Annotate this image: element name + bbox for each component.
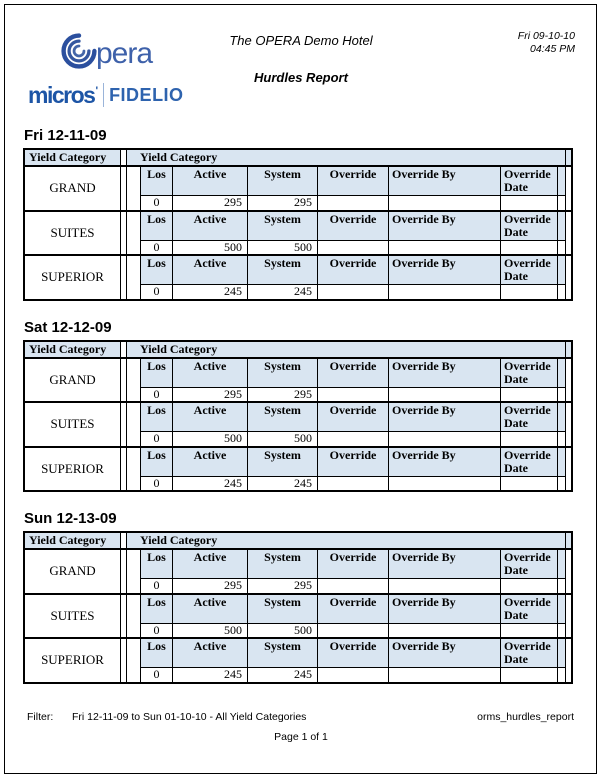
category-block	[25, 548, 571, 593]
detail-table	[140, 167, 566, 210]
system-value: 500	[248, 432, 318, 446]
category-detail	[126, 595, 571, 638]
column-header-active: Active	[173, 550, 248, 579]
column-header-los: Los	[141, 595, 173, 624]
los-value: 0	[141, 623, 173, 637]
category-name: SUPERIOR	[25, 639, 121, 682]
detail-table	[140, 550, 566, 593]
category-block	[25, 210, 571, 255]
column-header-override-by: Override By	[389, 550, 501, 579]
category-detail	[126, 359, 571, 402]
hurdles-table	[23, 531, 573, 684]
column-header-system: System	[248, 256, 318, 285]
detail-header-row	[141, 359, 566, 388]
override-by-value	[389, 240, 501, 254]
detail-header-row	[141, 550, 566, 579]
override-value	[318, 285, 389, 299]
spacer-cell	[558, 550, 566, 579]
category-block	[25, 637, 571, 682]
column-header-los: Los	[141, 167, 173, 196]
column-header-los: Los	[141, 212, 173, 241]
override-by-value	[389, 432, 501, 446]
category-name: SUPERIOR	[25, 256, 121, 299]
column-header-override-date: Override Date	[501, 403, 558, 432]
day-section	[23, 510, 573, 684]
active-value: 245	[173, 476, 248, 490]
override-value	[318, 240, 389, 254]
column-header-override-date: Override Date	[501, 359, 558, 388]
spacer-cell	[558, 432, 566, 446]
override-value	[318, 623, 389, 637]
system-value: 500	[248, 240, 318, 254]
detail-data-row	[141, 240, 566, 254]
column-header-active: Active	[173, 212, 248, 241]
spacer-cell	[558, 595, 566, 624]
category-name: GRAND	[25, 550, 121, 593]
override-value	[318, 432, 389, 446]
column-header-override-date: Override Date	[501, 448, 558, 477]
column-header-system: System	[248, 403, 318, 432]
column-header-active: Active	[173, 448, 248, 477]
detail-header-row	[141, 256, 566, 285]
spacer-cell	[565, 150, 571, 165]
active-value: 295	[173, 196, 248, 210]
spacer-cell	[558, 167, 566, 196]
category-detail	[126, 256, 571, 299]
print-datetime	[518, 30, 575, 56]
hotel-name: The OPERA Demo Hotel	[229, 33, 373, 48]
hurdles-table	[23, 148, 573, 301]
opera-logo-text: pera	[96, 36, 153, 70]
override-by-value	[389, 387, 501, 401]
active-value: 295	[173, 387, 248, 401]
detail-table	[140, 403, 566, 446]
column-header-label: Yield Category	[140, 150, 218, 164]
los-value: 0	[141, 579, 173, 593]
column-header-override: Override	[318, 550, 389, 579]
column-header-los: Los	[141, 448, 173, 477]
system-value: 295	[248, 196, 318, 210]
override-value	[318, 196, 389, 210]
detail-table	[140, 256, 566, 299]
print-date: Fri 09-10-10	[517, 30, 575, 42]
column-header-los: Los	[141, 403, 173, 432]
category-block	[25, 593, 571, 638]
column-header-override: Override	[318, 639, 389, 668]
column-header-active: Active	[173, 595, 248, 624]
column-header-system: System	[248, 359, 318, 388]
spacer-cell	[558, 256, 566, 285]
system-value: 295	[248, 387, 318, 401]
category-block	[25, 401, 571, 446]
day-heading: Sun 12-13-09	[24, 510, 117, 527]
category-block	[25, 446, 571, 491]
spacer-cell	[558, 623, 566, 637]
column-header-override-by: Override By	[389, 639, 501, 668]
column-header-active: Active	[173, 359, 248, 388]
category-detail	[126, 639, 571, 682]
day-heading: Fri 12-11-09	[24, 127, 107, 144]
day-section	[23, 319, 573, 493]
spacer-cell	[558, 285, 566, 299]
logo-divider	[103, 83, 104, 107]
detail-header-row	[141, 639, 566, 668]
detail-data-row	[141, 623, 566, 637]
column-header-label: Yield Category	[140, 533, 218, 547]
column-header-yield-category: Yield Category	[25, 150, 121, 165]
column-header-override-by: Override By	[389, 256, 501, 285]
los-value: 0	[141, 240, 173, 254]
column-header-los: Los	[141, 359, 173, 388]
print-time: 04:45 PM	[530, 43, 575, 55]
active-value: 500	[173, 240, 248, 254]
column-header-override-date: Override Date	[501, 256, 558, 285]
column-header-override-by: Override By	[389, 448, 501, 477]
los-value: 0	[141, 432, 173, 446]
override-date-value	[501, 476, 558, 490]
column-header-override: Override	[318, 595, 389, 624]
los-value: 0	[141, 196, 173, 210]
category-block	[25, 357, 571, 402]
override-by-value	[389, 623, 501, 637]
column-header-override-by: Override By	[389, 167, 501, 196]
column-header-los: Los	[141, 550, 173, 579]
override-by-value	[389, 579, 501, 593]
detail-table	[140, 359, 566, 402]
column-header-active: Active	[173, 167, 248, 196]
los-value: 0	[141, 668, 173, 682]
category-name: SUPERIOR	[25, 448, 121, 491]
detail-data-row	[141, 196, 566, 210]
detail-table	[140, 212, 566, 255]
page-number: Page 1 of 1	[274, 731, 328, 743]
spacer-cell	[558, 387, 566, 401]
column-header-active: Active	[173, 256, 248, 285]
detail-data-row	[141, 432, 566, 446]
spacer-cell	[558, 359, 566, 388]
column-header-los: Los	[141, 256, 173, 285]
spacer-cell	[558, 212, 566, 241]
detail-header-row	[141, 212, 566, 241]
spacer-cell	[558, 448, 566, 477]
override-value	[318, 579, 389, 593]
column-header-system: System	[248, 167, 318, 196]
active-value: 500	[173, 623, 248, 637]
detail-header-row	[141, 595, 566, 624]
report-id: orms_hurdles_report	[477, 711, 574, 723]
table-header-band	[25, 342, 571, 357]
report-body	[23, 127, 573, 684]
column-header-yield-category: Yield Category	[25, 533, 121, 548]
fidelio-logo-text: FIDELIO	[109, 85, 184, 105]
system-value: 500	[248, 623, 318, 637]
override-value	[318, 668, 389, 682]
micros-logo-text: micros	[28, 82, 95, 108]
override-date-value	[501, 387, 558, 401]
override-by-value	[389, 285, 501, 299]
los-value: 0	[141, 285, 173, 299]
filter-label: Filter:	[27, 711, 54, 723]
column-header-override-by: Override By	[389, 212, 501, 241]
column-header-system: System	[248, 639, 318, 668]
override-value	[318, 476, 389, 490]
column-header-system: System	[248, 550, 318, 579]
override-by-value	[389, 476, 501, 490]
system-value: 245	[248, 285, 318, 299]
spacer-cell	[558, 240, 566, 254]
spacer-cell	[565, 533, 571, 548]
day-section	[23, 127, 573, 301]
hurdles-table	[23, 340, 573, 493]
column-header-override-by: Override By	[389, 403, 501, 432]
spacer-cell	[558, 196, 566, 210]
column-header-label: Yield Category	[140, 341, 218, 356]
column-header-override: Override	[318, 448, 389, 477]
detail-table	[140, 639, 566, 682]
category-detail	[126, 403, 571, 446]
table-header-band	[25, 150, 571, 165]
column-header-override: Override	[318, 359, 389, 388]
column-header-override: Override	[318, 167, 389, 196]
category-detail	[126, 212, 571, 255]
override-date-value	[501, 432, 558, 446]
category-detail	[126, 167, 571, 210]
report-title: Hurdles Report	[254, 70, 348, 85]
column-header-active: Active	[173, 639, 248, 668]
column-header-override: Override	[318, 256, 389, 285]
detail-data-row	[141, 668, 566, 682]
micros-fidelio-logo	[28, 83, 184, 107]
column-header-override-date: Override Date	[501, 595, 558, 624]
spacer-cell	[565, 342, 571, 357]
filter-value: Fri 12-11-09 to Sun 01-10-10 - All Yield Categories	[72, 711, 307, 723]
column-header-override-date: Override Date	[501, 639, 558, 668]
day-heading: Sat 12-12-09	[24, 318, 112, 336]
detail-data-row	[141, 476, 566, 490]
detail-table	[140, 595, 566, 638]
detail-header-row	[141, 448, 566, 477]
detail-data-row	[141, 387, 566, 401]
active-value: 500	[173, 432, 248, 446]
active-value: 245	[173, 285, 248, 299]
column-header-system: System	[248, 595, 318, 624]
override-value	[318, 387, 389, 401]
column-header-override-by: Override By	[389, 595, 501, 624]
column-header-override: Override	[318, 403, 389, 432]
column-header-active: Active	[173, 403, 248, 432]
spacer-cell	[558, 668, 566, 682]
category-name: GRAND	[25, 359, 121, 402]
detail-data-row	[141, 285, 566, 299]
category-name: SUITES	[25, 212, 121, 255]
active-value: 295	[173, 579, 248, 593]
system-value: 245	[248, 668, 318, 682]
spacer-cell	[558, 476, 566, 490]
spacer-cell	[558, 579, 566, 593]
active-value: 245	[173, 668, 248, 682]
category-name: GRAND	[25, 167, 121, 210]
column-header-override-date: Override Date	[501, 212, 558, 241]
system-value: 245	[248, 476, 318, 490]
category-detail	[126, 448, 571, 491]
column-header-yield-category-right	[126, 342, 571, 357]
detail-table	[140, 448, 566, 491]
los-value: 0	[141, 387, 173, 401]
override-by-value	[389, 668, 501, 682]
column-header-yield-category-right	[126, 150, 571, 165]
los-value: 0	[141, 476, 173, 490]
category-detail	[126, 550, 571, 593]
category-name: SUITES	[25, 403, 121, 446]
override-date-value	[501, 196, 558, 210]
override-date-value	[501, 623, 558, 637]
override-date-value	[501, 668, 558, 682]
system-value: 295	[248, 579, 318, 593]
column-header-override-by: Override By	[389, 359, 501, 388]
category-name: SUITES	[25, 595, 121, 638]
override-date-value	[501, 579, 558, 593]
column-header-override-date: Override Date	[501, 550, 558, 579]
column-header-override: Override	[318, 212, 389, 241]
detail-header-row	[141, 167, 566, 196]
override-date-value	[501, 285, 558, 299]
column-header-yield-category: Yield Category	[25, 342, 121, 357]
detail-data-row	[141, 579, 566, 593]
detail-header-row	[141, 403, 566, 432]
override-date-value	[501, 240, 558, 254]
micros-trademark: '	[95, 85, 99, 97]
override-by-value	[389, 196, 501, 210]
column-header-system: System	[248, 448, 318, 477]
spacer-cell	[558, 639, 566, 668]
column-header-override-date: Override Date	[501, 167, 558, 196]
table-header-band	[25, 533, 571, 548]
category-block	[25, 165, 571, 210]
category-block	[25, 254, 571, 299]
spacer-cell	[558, 403, 566, 432]
column-header-system: System	[248, 212, 318, 241]
column-header-yield-category-right	[126, 533, 571, 548]
column-header-los: Los	[141, 639, 173, 668]
